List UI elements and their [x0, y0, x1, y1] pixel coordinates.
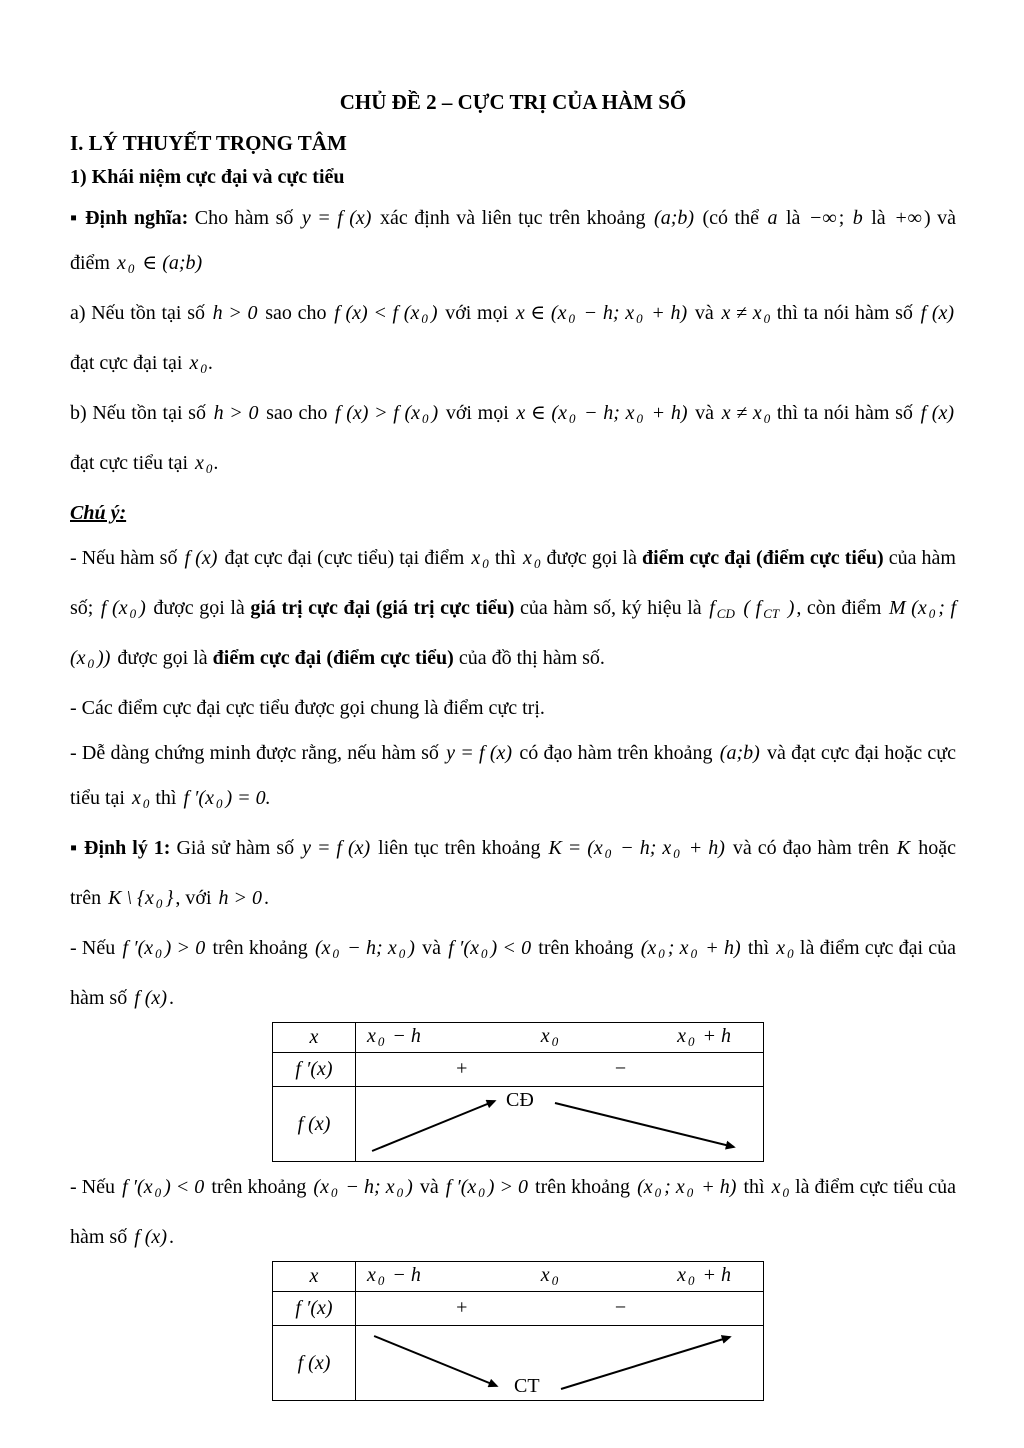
text-run: x: [677, 1264, 686, 1286]
text-run: 0: [928, 606, 936, 621]
x-header-cell: [273, 1262, 356, 1292]
paragraph-item-b: [70, 391, 956, 491]
fprime-label: [273, 1053, 355, 1086]
text-run: f (x): [297, 1113, 331, 1135]
x-label: [273, 1023, 355, 1052]
text-run: CD: [716, 606, 735, 621]
fx-header-cell: [273, 1326, 356, 1401]
text-run: 0: [551, 1273, 559, 1288]
text-run: là: [864, 207, 893, 229]
page-title: CHỦ ĐỀ 2 – CỰC TRỊ CỦA HÀM SỐ: [339, 90, 687, 114]
text-run: và: [414, 1176, 444, 1198]
text-run: 0: [658, 946, 665, 961]
text-run: là điểm cực đại của hàm số: [70, 937, 957, 1009]
section-heading: I. LÝ THUYẾT TRỌNG TÂM: [70, 131, 347, 155]
fprime-header-cell: [273, 1053, 356, 1087]
text-run: của hàm số;: [70, 547, 956, 619]
text-run: trên khoảng: [206, 1176, 312, 1198]
fx-label: [273, 1326, 355, 1400]
text-run: thì ta nói hàm số: [771, 302, 919, 324]
text-run: M (x: [888, 597, 927, 619]
text-run: (x: [640, 937, 657, 959]
text-run: y = f (x): [446, 742, 513, 764]
x-mid-value: [539, 1025, 559, 1050]
text-run: x: [367, 1025, 376, 1047]
text-run: ) > 0: [164, 937, 206, 959]
text-run: 0: [673, 846, 680, 861]
text-run: thì: [742, 937, 775, 959]
text-run: .: [168, 1226, 174, 1248]
text-run: (x: [313, 1176, 329, 1198]
text-run: 0: [87, 656, 95, 671]
text-run: có đạo hàm trên khoảng: [514, 742, 718, 764]
text-run: x: [195, 452, 204, 474]
text-run: − h; x: [614, 837, 672, 859]
x-mid-value: [539, 1264, 559, 1289]
table-row: [273, 1053, 764, 1087]
text-run: x: [117, 252, 126, 274]
text-run: x: [540, 1025, 550, 1047]
text-run: x: [189, 352, 199, 374]
text-run: + h: [697, 1264, 731, 1286]
text-run: ): [406, 1176, 413, 1198]
text-run: 0: [215, 796, 223, 811]
text-run: f (x): [134, 1226, 167, 1248]
text-run: f (x): [297, 1352, 331, 1374]
text-run: − h; x: [340, 1176, 395, 1198]
text-run: + h): [645, 302, 688, 324]
table-row: [273, 1292, 764, 1326]
text-run: 0: [127, 261, 135, 276]
text-run: sao cho: [260, 402, 333, 424]
text-run: và: [416, 937, 447, 959]
text-run: - Nếu: [70, 937, 121, 959]
text-run: 0: [686, 1185, 694, 1200]
text-run: f (x) < f (x: [334, 302, 420, 324]
text-run: hoặc trên: [70, 837, 956, 909]
text-run: b) Nếu tồn tại số: [70, 402, 212, 424]
text-run: được gọi là: [112, 647, 213, 669]
text-run: ): [139, 597, 146, 619]
text-run: + h): [700, 937, 741, 959]
text-run: 0: [205, 461, 213, 476]
text-run: đạt cực đại tại: [70, 352, 188, 374]
text-run: xác định và liên tục trên khoảng: [373, 207, 653, 229]
text-run: (x: [314, 937, 331, 959]
text-run: thì: [738, 1176, 770, 1198]
text-run: được gọi là: [147, 597, 251, 619]
text-run: - Dễ dàng chứng minh được rằng, nếu hàm số: [70, 742, 445, 764]
text-run: và: [689, 302, 720, 324]
text-run: +∞: [894, 207, 922, 229]
text-run: Giả sử hàm số: [176, 837, 301, 859]
text-run: f (x) > f (x: [335, 402, 420, 424]
minus-sign: −: [614, 1057, 627, 1080]
plus-sign: +: [456, 1057, 468, 1080]
text-run: ;: [838, 207, 851, 229]
text-run: ∈ (a;b): [137, 252, 203, 274]
table-row: [273, 1326, 764, 1401]
text-run: a: [767, 207, 778, 229]
text-run: 0: [787, 946, 794, 961]
text-run: điểm cực đại (điểm cực tiểu): [212, 647, 454, 669]
text-run: f (x): [134, 987, 167, 1009]
text-run: ) và điểm: [70, 207, 956, 274]
text-run: x: [677, 1025, 686, 1047]
text-run: giá trị cực đại (giá trị cực tiểu): [250, 597, 515, 619]
text-run: 0: [330, 1185, 338, 1200]
increasing-arrow: [561, 1337, 730, 1389]
text-run: ) < 0: [490, 937, 532, 959]
text-run: 0: [377, 1034, 385, 1049]
fprime-signs-cell: [356, 1053, 764, 1087]
text-run: y = f (x): [302, 837, 371, 859]
text-run: f ′(x): [295, 1058, 333, 1080]
fx-header-cell: [273, 1087, 356, 1162]
table-row: [273, 1023, 764, 1053]
fx-label: [273, 1087, 355, 1161]
text-run: 0: [782, 1185, 790, 1200]
text-run: f ′(x): [295, 1297, 333, 1319]
text-run: x: [776, 937, 786, 959]
increasing-arrow: [372, 1101, 495, 1151]
text-run: a) Nếu tồn tại số: [70, 302, 211, 324]
text-run: f ′(x: [183, 787, 214, 809]
text-run: 0: [154, 1185, 162, 1200]
text-run: 0: [551, 1034, 559, 1049]
text-run: .: [168, 987, 174, 1009]
text-run: ; x: [664, 1176, 685, 1198]
text-run: 0: [654, 1185, 662, 1200]
text-run: 0: [690, 946, 698, 961]
text-run: 0: [129, 606, 137, 621]
text-run: f ′(x: [122, 1176, 153, 1198]
text-run: (x: [637, 1176, 653, 1198]
x-left-value: [365, 1025, 423, 1050]
text-run: f (x: [100, 597, 128, 619]
note-heading-line: [70, 491, 956, 536]
text-run: − h; x: [342, 937, 397, 959]
text-run: thì: [489, 547, 522, 569]
text-run: , với: [175, 887, 217, 909]
x-values-cell: [356, 1262, 764, 1292]
text-run: − h: [387, 1025, 421, 1047]
text-run: f (x): [920, 402, 954, 424]
text-run: sao cho: [259, 302, 333, 324]
text-run: và: [689, 402, 720, 424]
text-run: .: [207, 352, 213, 374]
text-run: (có thể: [696, 207, 766, 229]
text-run: x ∈ (x: [516, 402, 567, 424]
text-run: ) < 0: [164, 1176, 205, 1198]
text-run: 0: [200, 361, 207, 376]
text-run: K \ {x: [108, 887, 154, 909]
fx-variation-cell: [356, 1087, 764, 1162]
text-run: .: [264, 887, 270, 909]
text-run: 0: [568, 311, 575, 326]
text-run: f ′(x: [445, 1176, 477, 1198]
text-run: h > 0: [218, 887, 263, 909]
text-run: + h): [696, 1176, 737, 1198]
text-run: ▪ Định lý 1:: [70, 837, 177, 859]
text-run: với mọi: [440, 402, 515, 424]
text-run: ): [431, 402, 439, 424]
text-run: thì ta nói hàm số: [771, 402, 919, 424]
text-run: 0: [155, 946, 162, 961]
text-run: 0: [377, 1273, 385, 1288]
text-run: 0: [480, 946, 488, 961]
minus-sign: −: [614, 1296, 627, 1319]
text-run: đạt cực đại (cực tiểu) tại điểm: [219, 547, 470, 569]
decreasing-arrow: [555, 1103, 734, 1147]
text-run: 0: [687, 1034, 695, 1049]
text-run: và đạt cực đại hoặc cực tiểu tại: [70, 742, 956, 809]
text-run: thì: [150, 787, 182, 809]
text-run: 0: [332, 946, 339, 961]
subsection-heading: 1) Khái niệm cực đại và cực tiểu: [70, 166, 345, 188]
text-run: 0: [568, 411, 576, 426]
text-run: K: [896, 837, 911, 859]
text-run: (a;b): [719, 742, 760, 764]
text-run: 0: [763, 311, 771, 326]
x-right-value: [675, 1264, 733, 1289]
variation-arrows-min: [356, 1326, 763, 1400]
text-run: 0: [155, 896, 163, 911]
text-run: x: [309, 1026, 319, 1048]
text-run: ; x: [667, 937, 689, 959]
text-run: 0: [763, 411, 771, 426]
decreasing-arrow: [374, 1336, 497, 1386]
paragraph-note-3: [70, 731, 956, 826]
paragraph-theorem-1: [70, 826, 956, 926]
text-run: + h: [697, 1025, 731, 1047]
text-run: 0: [142, 796, 150, 811]
x-header-cell: [273, 1023, 356, 1053]
table-row: [273, 1087, 764, 1162]
fprime-signs-cell: [356, 1292, 764, 1326]
text-run: 0: [398, 946, 406, 961]
paragraph-note-2: [70, 686, 956, 731]
note-heading: Chú ý:: [70, 502, 127, 524]
text-run: 0: [396, 1185, 404, 1200]
text-run: 0: [422, 411, 429, 426]
text-run: b: [852, 207, 863, 229]
text-run: trên khoảng: [533, 937, 639, 959]
table-row: [273, 1262, 764, 1292]
text-run: và có đạo hàm trên: [726, 837, 895, 859]
text-run: đạt cực tiểu tại: [70, 452, 194, 474]
text-run: x ∈ (x: [515, 302, 567, 324]
variation-table-maximum: [272, 1022, 764, 1162]
text-run: CT: [763, 606, 780, 621]
variation-arrows-max: [356, 1087, 763, 1161]
text-run: f (x): [920, 302, 955, 324]
text-run: x: [540, 1264, 550, 1286]
text-run: Cho hàm số: [194, 207, 300, 229]
text-run: − h; x: [577, 302, 635, 324]
text-run: − h; x: [578, 402, 635, 424]
text-run: ▪ Định nghĩa:: [70, 207, 195, 229]
text-run: là: [779, 207, 807, 229]
fprime-header-cell: [273, 1292, 356, 1326]
text-run: trên khoảng: [530, 1176, 636, 1198]
text-run: - Các điểm cực đại cực tiểu được gọi chung là điểm cực trị.: [70, 697, 545, 719]
text-run: ) = 0.: [225, 787, 271, 809]
text-run: h > 0: [213, 402, 259, 424]
text-run: ): [782, 597, 795, 619]
text-run: x: [131, 787, 141, 809]
text-run: 0: [636, 311, 643, 326]
text-run: x: [471, 547, 481, 569]
text-run: - Nếu hàm số: [70, 547, 183, 569]
text-run: 0: [604, 846, 612, 861]
text-run: ): [430, 302, 438, 324]
text-run: với mọi: [439, 302, 514, 324]
text-run: x: [523, 547, 532, 569]
text-run: x: [771, 1176, 781, 1198]
text-run: −∞: [808, 207, 837, 229]
minimum-point-label: CT: [514, 1375, 540, 1397]
text-run: 0: [482, 556, 489, 571]
text-run: + h): [682, 837, 725, 859]
text-run: }: [165, 887, 174, 909]
text-run: của hàm số, ký hiệu là: [514, 597, 708, 619]
text-run: liên tục trên khoảng: [372, 837, 547, 859]
paragraph-item-a: [70, 291, 956, 391]
text-run: 0: [533, 556, 541, 571]
variation-table-minimum: [272, 1261, 764, 1401]
text-run: f ′(x: [448, 937, 479, 959]
plus-sign: +: [456, 1296, 468, 1319]
text-run: h > 0: [212, 302, 258, 324]
fprime-label: [273, 1292, 355, 1325]
text-run: là điểm cực tiểu của hàm số: [70, 1176, 956, 1248]
text-run: , còn điểm: [796, 597, 887, 619]
paragraph-note-1: [70, 536, 956, 686]
text-run: 0: [421, 311, 428, 326]
x-values-cell: [356, 1023, 764, 1053]
text-run: f: [709, 597, 715, 619]
text-run: x: [309, 1265, 319, 1287]
paragraph-definition: [70, 196, 956, 291]
text-run: 0: [687, 1273, 695, 1288]
text-run: ) > 0: [487, 1176, 528, 1198]
text-run: y = f (x): [301, 207, 372, 229]
text-run: điểm cực đại (điểm cực tiểu): [642, 547, 884, 569]
paragraph-case-minimum: [70, 1165, 956, 1260]
text-run: x ≠ x: [721, 402, 762, 424]
text-run: f (x): [184, 547, 218, 569]
x-label: [273, 1262, 355, 1291]
text-run: x ≠ x: [721, 302, 762, 324]
text-run: 0: [478, 1185, 485, 1200]
text-run: 0: [636, 411, 643, 426]
text-run: (a;b): [654, 207, 695, 229]
text-run: )): [97, 647, 111, 669]
text-run: x: [367, 1264, 376, 1286]
text-run: ): [408, 937, 415, 959]
x-right-value: [675, 1025, 733, 1050]
x-left-value: [365, 1264, 423, 1289]
text-run: K = (x: [548, 837, 603, 859]
text-run: - Nếu: [70, 1176, 121, 1198]
fx-variation-cell: [356, 1326, 764, 1401]
paragraph-case-maximum: [70, 926, 956, 1021]
text-run: trên khoảng: [207, 937, 313, 959]
text-run: f ′(x: [122, 937, 154, 959]
text-run: .: [213, 452, 219, 474]
text-run: ( f: [737, 597, 762, 619]
text-run: ; f (x: [70, 597, 957, 669]
text-run: + h): [646, 402, 688, 424]
text-run: − h: [387, 1264, 421, 1286]
text-run: của đồ thị hàm số.: [453, 647, 605, 669]
maximum-point-label: CĐ: [506, 1089, 534, 1111]
text-run: được gọi là: [541, 547, 643, 569]
